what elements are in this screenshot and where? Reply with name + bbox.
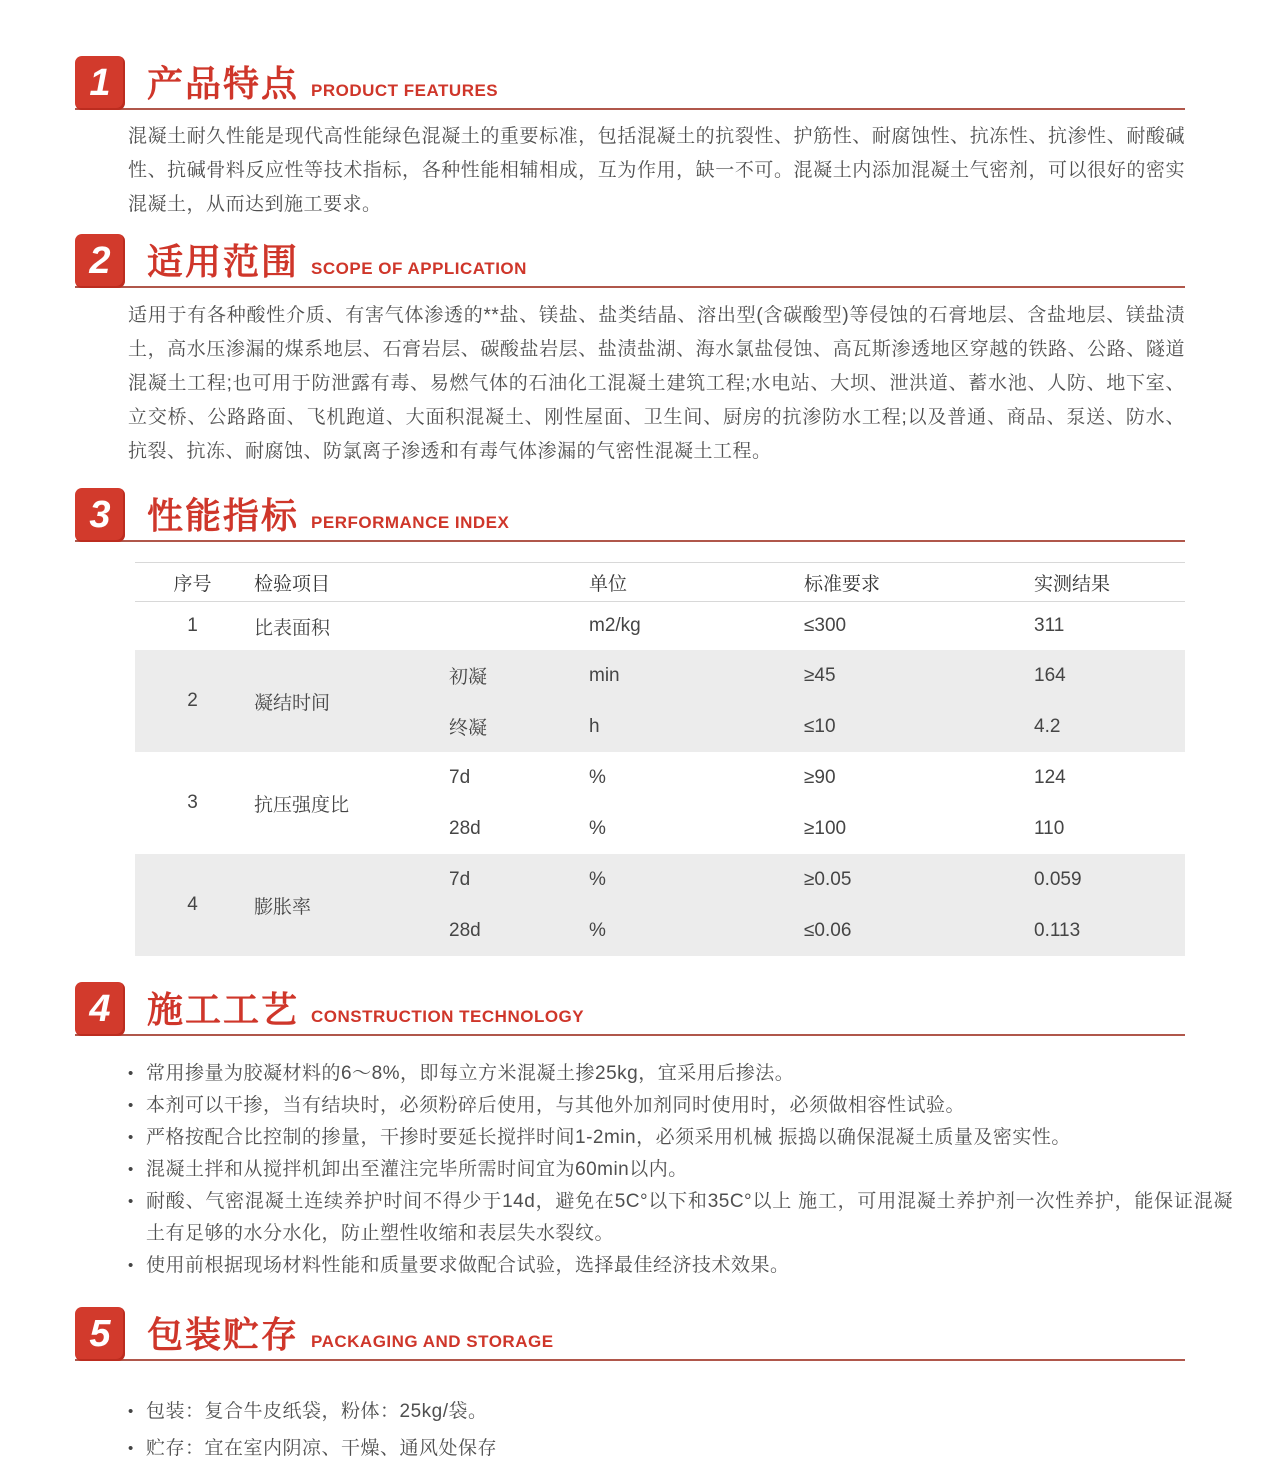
section-2-title-en: SCOPE OF APPLICATION [311, 259, 527, 278]
bullet-dot: • [128, 1257, 134, 1274]
table-cell: ≥90 [804, 766, 836, 788]
table-header-row [135, 563, 1185, 602]
bullet-dot: • [128, 1193, 134, 1210]
section-3-title-en: PERFORMANCE INDEX [311, 513, 510, 532]
table-cell: % [589, 919, 606, 941]
section-2-number-badge: 2 [75, 234, 125, 288]
bullet-item [128, 1122, 1233, 1154]
bullet-text: 贮存：宜在室内阴凉、干燥、通风处保存 [146, 1438, 498, 1459]
bullet-item [128, 1432, 1233, 1465]
bullet-item [128, 1090, 1233, 1122]
performance-table [135, 562, 1185, 956]
table-cell: 终凝 [449, 718, 488, 739]
section-5-number-badge: 5 [75, 1307, 125, 1361]
section-2-title-zh: 适用范围 [147, 241, 300, 282]
section-4-header [75, 978, 1185, 1036]
bullet-text: 本剂可以干掺，当有结块时，必须粉碎后使用，与其他外加剂同时使用时，必须做相容性试验。 [146, 1095, 966, 1116]
section-2-paragraph: 适用于有各种酸性介质、有害气体渗透的**盐、镁盐、盐类结晶、溶出型(含碳酸型)等侵蚀的石膏地层、含盐地层、镁盐渍土，高水压渗漏的煤系地层、石膏岩层、碳酸盐岩层、盐渍盐湖、海水氯盐侵蚀、高瓦斯渗透地区穿越的铁路、公路、隧道混凝土工程;也可用于防泄露有毒、易燃气体的石油化工混凝土建筑工程;水电站、大坝、泄洪道、蓄水池、人防、地下室、立交桥、公路路面、飞机跑道、大面积混凝土、刚性屋面、卫生间、厨房的抗渗防水工程;以及普通、商品、泵送、防水、抗裂、抗冻、耐腐蚀、防氯离子渗透和有毒气体渗漏的气密性混凝土工程。 [128, 305, 1185, 462]
section-4-number-badge: 4 [75, 982, 125, 1036]
table-cell: ≥45 [804, 664, 836, 686]
table-row-group [135, 752, 1185, 854]
table-cell: 初凝 [449, 667, 488, 688]
section-5-title-en: PACKAGING AND STORAGE [311, 1332, 554, 1351]
table-row [135, 602, 1185, 650]
bullet-item [128, 1058, 1233, 1090]
table-cell: 110 [1034, 817, 1065, 839]
table-cell: 0.059 [1034, 868, 1082, 890]
table-cell: 1 [187, 615, 198, 636]
table-cell: 4.2 [1034, 715, 1061, 737]
bullet-dot: • [128, 1097, 134, 1114]
table-cell: 抗压强度比 [254, 794, 350, 816]
table-cell: % [589, 817, 606, 839]
section-5-title-zh: 包装贮存 [147, 1314, 300, 1355]
table-cell: 4 [187, 894, 198, 915]
table-cell: 28d [449, 817, 481, 839]
section-1-title-zh: 产品特点 [147, 63, 300, 104]
bullet-item [128, 1395, 1233, 1428]
bullet-dot: • [128, 1440, 134, 1457]
section-5-header [75, 1303, 1185, 1361]
table-cell: 3 [187, 792, 198, 813]
table-cell: 0.113 [1034, 919, 1081, 941]
table-cell: min [589, 664, 620, 686]
table-cell: 7d [449, 868, 471, 890]
table-cell: 比表面积 [254, 617, 331, 639]
table-cell: % [589, 766, 606, 788]
section-3-header [75, 484, 1185, 542]
section-1-title-en: PRODUCT FEATURES [311, 81, 499, 100]
table-cell: ≥0.05 [804, 868, 852, 890]
bullet-dot: • [128, 1161, 134, 1178]
section-4-title-en: CONSTRUCTION TECHNOLOGY [311, 1007, 585, 1026]
table-cell: 2 [187, 690, 198, 711]
table-header-cell: 序号 [173, 573, 212, 595]
table-cell: 7d [449, 766, 471, 788]
table-header-cell: 标准要求 [804, 573, 881, 595]
table-cell: 凝结时间 [254, 692, 331, 714]
bullet-text: 使用前根据现场材料性能和质量要求做配合试验，选择最佳经济技术效果。 [146, 1255, 790, 1276]
bullet-item [128, 1186, 1233, 1250]
section-1-paragraph: 混凝土耐久性能是现代高性能绿色混凝土的重要标准，包括混凝土的抗裂性、护筋性、耐腐蚀性、抗冻性、抗渗性、耐酸碱性、抗碱骨料反应性等技术指标，各种性能相辅相成，互为作用，缺一不可。混凝土内添加混凝土气密剂，可以很好的密实混凝土，从而达到施工要求。 [128, 126, 1185, 215]
bullet-dot: • [128, 1129, 134, 1146]
table-row-group [135, 650, 1185, 752]
table-cell: ≤300 [804, 615, 847, 636]
packaging-bullet-list [128, 1395, 1233, 1465]
table-cell: % [589, 868, 606, 890]
bullet-text: 混凝土拌和从搅拌机卸出至灌注完毕所需时间宜为60min以内。 [146, 1159, 688, 1180]
section-4-title-zh: 施工工艺 [147, 989, 300, 1030]
section-1-header [75, 52, 1185, 110]
section-3-number-badge: 3 [75, 488, 125, 542]
bullet-dot: • [128, 1403, 134, 1420]
table-cell: 28d [449, 919, 481, 941]
table-cell: 311 [1034, 615, 1065, 636]
table-header-cell: 检验项目 [254, 573, 331, 595]
section-1-number-badge: 1 [75, 56, 125, 110]
table-cell: 164 [1034, 664, 1066, 686]
table-cell: ≥100 [804, 817, 847, 839]
bullet-item [128, 1154, 1233, 1186]
construction-bullet-list [128, 1058, 1233, 1282]
bullet-text: 耐酸、气密混凝土连续养护时间不得少于14d，避免在5C°以下和35C°以上 施工，可用混凝土养护剂一次性养护，能保证混凝土有足够的水分水化，防止塑性收缩和表层失水裂纹。 [146, 1191, 1233, 1244]
table-cell: 124 [1034, 766, 1066, 788]
bullet-text: 严格按配合比控制的掺量，干掺时要延长搅拌时间1-2min，必须采用机械 振捣以确保混凝土质量及密实性。 [146, 1127, 1071, 1148]
table-cell: 膨胀率 [254, 896, 312, 918]
bullet-text: 常用掺量为胶凝材料的6～8%，即每立方米混凝土掺25kg，宜采用后掺法。 [146, 1063, 795, 1084]
table-cell: ≤0.06 [804, 919, 852, 941]
bullet-dot: • [128, 1065, 134, 1082]
table-header-cell: 实测结果 [1034, 573, 1111, 595]
section-2-header [75, 230, 1185, 288]
table-row-group [135, 854, 1185, 956]
table-cell: h [589, 715, 600, 737]
bullet-item [128, 1250, 1233, 1282]
table-cell: ≤10 [804, 715, 836, 737]
table-cell: m2/kg [589, 615, 641, 636]
section-3-title-zh: 性能指标 [147, 495, 300, 536]
bullet-text: 包装：复合牛皮纸袋，粉体：25kg/袋。 [146, 1401, 488, 1422]
table-header-cell: 单位 [589, 573, 628, 595]
